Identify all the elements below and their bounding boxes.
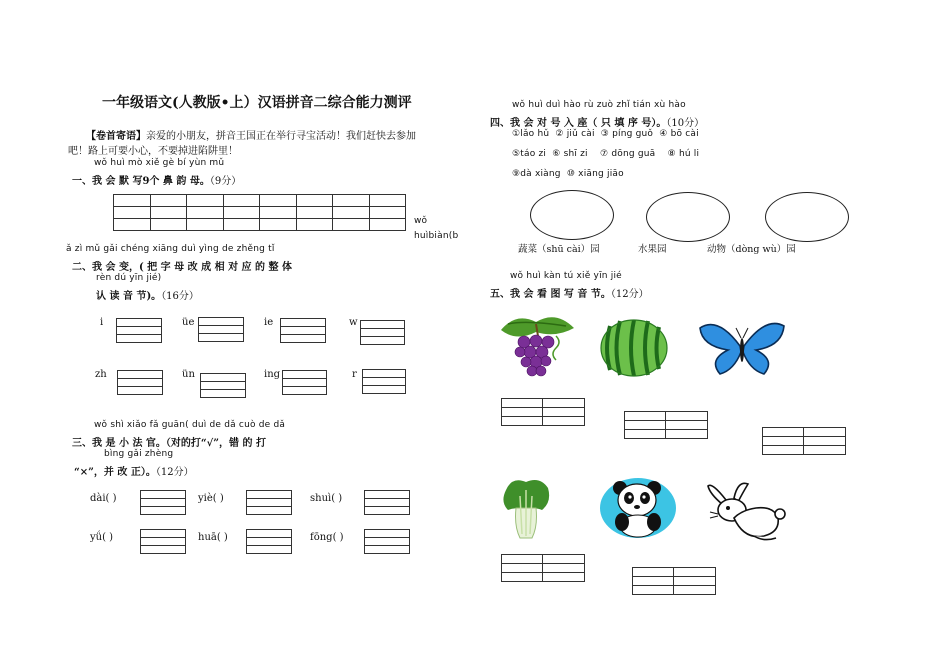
panda-image — [598, 476, 678, 540]
sec2-item-label: w — [349, 317, 358, 328]
sec4-row — [512, 169, 624, 179]
sec3-item-label: yiè( ) — [198, 493, 224, 504]
sec1-answer-grid[interactable] — [113, 194, 406, 231]
sec2-answer-box[interactable] — [280, 318, 326, 343]
sec4-word: ①lǎo hǔ — [512, 129, 550, 139]
cabbage-image — [498, 476, 554, 542]
sec3-item-label: huā( ) — [198, 532, 228, 543]
sec4-pinyin: wǒ huì duì hào rù zuò zhǐ tián xù hào — [512, 100, 686, 110]
sec3-heading: 三、我 是 小 法 官。（对的打“√”，错 的 打 — [72, 438, 266, 449]
sec3-item-label: dài( ) — [90, 493, 117, 504]
sec2-answer-box[interactable] — [117, 370, 163, 395]
rabbit-image — [704, 478, 786, 544]
sec4-word: ⑥ shī zi — [552, 149, 588, 159]
sec3-item-label: yǘ( ) — [90, 532, 114, 543]
sec2-heading: 二、我 会 变，( 把 字 母 改 成 相 对 应 的 整 体 — [72, 262, 292, 273]
sec3-heading-2 — [74, 463, 194, 478]
sec3-score: （12分） — [155, 467, 194, 478]
sec3-pinyin: wǒ shì xiǎo fǎ guān( duì de dǎ cuò de dǎ — [94, 420, 286, 430]
sec5-answer-box[interactable] — [632, 567, 716, 595]
sec2-answer-box[interactable] — [198, 317, 244, 342]
sec2-item-label: i — [100, 317, 104, 328]
sec2-item-label: r — [352, 369, 357, 380]
sec2-item-label: üe — [182, 317, 195, 328]
sec3-answer-box[interactable] — [364, 529, 410, 554]
sec1-side-text-1: wǒ — [414, 216, 428, 226]
sec5-answer-box[interactable] — [501, 554, 585, 582]
sec1-heading — [72, 172, 241, 187]
sec2-item-label: ing — [264, 369, 281, 380]
sec2-answer-box[interactable] — [362, 369, 406, 394]
sec2-pinyin-2: rèn dú yīn jié) — [96, 273, 162, 283]
sec2-answer-box[interactable] — [200, 373, 246, 398]
sec5-heading — [490, 285, 649, 300]
sec5-answer-box[interactable] — [501, 398, 585, 426]
sec4-row — [512, 129, 699, 139]
sec4-score: （10分） — [666, 118, 705, 129]
sec4-word: ④ bō cài — [659, 129, 699, 139]
fruit-garden-label: 水果园 — [638, 244, 667, 255]
intro-bracket: 【卷首寄语】 — [86, 131, 146, 142]
sec2-answer-box[interactable] — [282, 370, 327, 395]
sec2-item-label: ün — [182, 369, 195, 380]
intro-line-1 — [86, 127, 416, 142]
sec1-pinyin: wǒ huì mò xiě gè bí yùn mǔ — [94, 158, 225, 168]
sec4-word: ③ píng guǒ — [600, 129, 654, 139]
vegetable-garden-oval[interactable] — [530, 190, 614, 240]
sec1-side-text-2: huìbiàn(b — [414, 231, 459, 241]
sec5-score: （12分） — [610, 289, 649, 300]
vegetable-garden-label: 蔬菜（shū cài）园 — [518, 244, 600, 255]
zoo-oval[interactable] — [765, 192, 849, 242]
sec5-pinyin: wǒ huì kàn tú xiě yīn jié — [510, 271, 622, 281]
page-title: 一年级语文(人教版•上）汉语拼音二综合能力测评 — [102, 95, 412, 111]
sec2-answer-box[interactable] — [360, 320, 405, 345]
sec3-item-label: shuì( ) — [310, 493, 343, 504]
sec3-answer-box[interactable] — [140, 529, 186, 554]
sec4-heading-text: 四、我 会 对 号 入 座（ 只 填 序 号）。 — [490, 118, 667, 129]
sec3-answer-box[interactable] — [246, 529, 292, 554]
sec3-answer-box[interactable] — [140, 490, 186, 515]
sec3-pinyin-2: bìng gǎi zhèng — [104, 449, 174, 459]
sec1-score: （9分） — [209, 176, 242, 187]
intro-line-2: 吧！路上可要小心，不要掉进陷阱里！ — [68, 146, 238, 157]
grapes-image — [496, 310, 578, 380]
sec3-heading-2-text: “×”，并 改 正）。 — [74, 467, 156, 478]
sec4-heading — [490, 114, 704, 129]
sec5-answer-box[interactable] — [624, 411, 708, 439]
zoo-label: 动物（dòng wù）园 — [707, 244, 796, 255]
sec4-word: ⑧ hú li — [667, 149, 700, 159]
sec2-item-label: ie — [264, 317, 274, 328]
sec1-heading-text: 一、我 会 默 写9个 鼻 韵 母。 — [72, 176, 210, 187]
sec4-word: ② jiǔ cài — [555, 129, 595, 139]
sec2-heading-2 — [96, 287, 199, 302]
sec4-word: ⑨dà xiàng — [512, 169, 561, 179]
sec4-word: ⑩ xiāng jiāo — [566, 169, 624, 179]
sec2-score: （16分） — [161, 291, 199, 302]
watermelon-image — [598, 318, 670, 378]
sec4-row — [512, 149, 699, 159]
sec2-answer-box[interactable] — [116, 318, 162, 343]
intro-text-1: 亲爱的小朋友，拼音王国正在举行寻宝活动！我们赶快去参加 — [146, 131, 416, 142]
sec3-answer-box[interactable] — [364, 490, 410, 515]
sec2-pinyin: ǎ zì mǔ gǎi chéng xiāng duì yìng de zhěng tǐ — [66, 244, 275, 254]
fruit-garden-oval[interactable] — [646, 192, 730, 242]
sec3-item-label: fōng( ) — [310, 532, 344, 543]
sec4-word: ⑤táo zi — [512, 149, 547, 159]
sec4-word: ⑦ dōng guā — [600, 149, 656, 159]
sec3-answer-box[interactable] — [246, 490, 292, 515]
sec5-answer-box[interactable] — [762, 427, 846, 455]
sec2-item-label: zh — [95, 369, 107, 380]
butterfly-image — [698, 320, 786, 378]
sec5-heading-text: 五、我 会 看 图 写 音 节。 — [490, 289, 611, 300]
sec2-heading-2-text: 认 读 音 节)。 — [96, 291, 162, 302]
